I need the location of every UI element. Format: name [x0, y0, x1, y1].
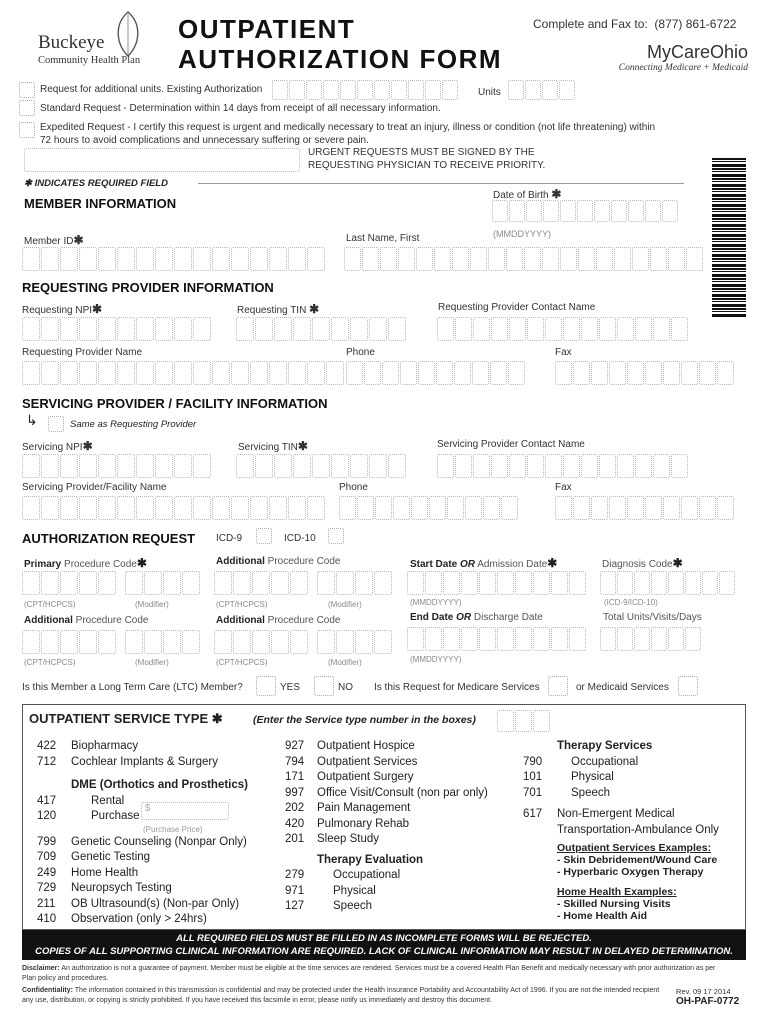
service-item-171: [285, 770, 515, 786]
end-date-label: [410, 612, 543, 623]
service-code: 249: [37, 866, 57, 879]
additional-procedure-label-2: [24, 615, 149, 626]
logo-subtitle: Community Health Plan: [38, 55, 141, 66]
dob-label-text: Date of Birth: [493, 190, 549, 201]
service-code: 712: [37, 755, 57, 768]
service-name: Genetic Testing: [71, 851, 151, 863]
disclaimer-label: Disclaimer:: [22, 965, 60, 972]
servicing-contact-label: Servicing Provider Contact Name: [437, 439, 585, 450]
additional-bold: Additional: [216, 615, 265, 626]
service-item-701: [523, 786, 745, 802]
nem-line2: Transportation-Ambulance Only: [557, 823, 719, 836]
service-type-panel: [22, 704, 746, 930]
cpt-hint-3: (CPT/HCPCS): [24, 658, 76, 667]
mmdd-hint-2: (MMDDYYYY): [410, 655, 462, 664]
physician-signature-field[interactable]: [24, 148, 300, 172]
mycare-brand: MyCareOhio: [646, 42, 748, 62]
required-star-icon: ✱: [92, 302, 103, 316]
service-name: Occupational: [571, 755, 639, 768]
service-name: Outpatient Services: [317, 755, 418, 768]
service-name: Outpatient Surgery: [317, 771, 414, 783]
discharge-text: Discharge Date: [473, 612, 543, 623]
logo-name: Buckeye: [38, 32, 105, 53]
service-item-709: [37, 850, 277, 866]
service-name: OB Ultrasound(s) (Non-par Only): [71, 897, 240, 910]
additional-procedure-label-3: [216, 615, 341, 626]
servicing-tin-field[interactable]: [236, 454, 407, 478]
service-name: Neuropsych Testing: [71, 882, 172, 894]
required-note: [24, 178, 168, 189]
service-name: Outpatient Hospice: [317, 740, 415, 752]
member-heading: MEMBER INFORMATION: [24, 196, 177, 211]
service-code: 799: [37, 835, 57, 848]
additional-rest: Procedure Code: [75, 615, 149, 626]
op-examples-heading: Outpatient Services Examples:: [557, 842, 712, 854]
service-name: Pulmonary Rehab: [317, 817, 410, 830]
primary-code-field[interactable]: [22, 571, 201, 595]
additional-units-checkbox[interactable]: [19, 82, 35, 98]
requesting-tin-label: [237, 302, 319, 316]
service-code: 420: [285, 817, 305, 830]
service-code: 410: [37, 913, 57, 925]
required-star-icon: ✱: [136, 556, 147, 570]
required-star-icon: ✱: [551, 187, 562, 201]
end-date-field[interactable]: [407, 627, 587, 651]
servicing-tin-label: [238, 439, 308, 453]
diagnosis-field[interactable]: [600, 571, 736, 595]
ltc-no-checkbox[interactable]: [314, 676, 334, 696]
existing-auth-field[interactable]: [272, 80, 459, 100]
purchase-price-field[interactable]: [141, 802, 229, 820]
service-item-794: [285, 755, 515, 771]
buckeye-logo: [38, 10, 168, 70]
required-star-icon: ✱: [24, 178, 32, 189]
requesting-contact-label: Requesting Provider Contact Name: [438, 302, 596, 313]
standard-request-checkbox[interactable]: [19, 100, 35, 116]
additional-code-field-2[interactable]: [22, 630, 201, 654]
service-item-997: [285, 786, 515, 802]
required-star-icon: ✱: [73, 233, 84, 247]
total-units-field[interactable]: [600, 627, 702, 651]
or-text: OR: [460, 559, 476, 570]
service-name: Physical: [571, 771, 614, 783]
confidentiality: [22, 986, 662, 1006]
service-item-790: [523, 755, 745, 771]
requesting-npi-label: [22, 302, 102, 316]
service-code: 202: [285, 802, 305, 814]
requesting-contact-field[interactable]: [437, 317, 689, 341]
service-name: Home Health: [71, 866, 139, 879]
purchase-price-hint: (Purchase Price): [143, 824, 203, 834]
dob-hint: (MMDDYYYY): [493, 229, 551, 239]
service-name: Non-Emergent Medical: [557, 808, 675, 820]
service-item-420: [285, 817, 515, 833]
service-item-127: [285, 899, 515, 915]
service-code: 701: [523, 786, 543, 799]
ltc-question: Is this Member a Long Term Care (LTC) Member?: [22, 682, 243, 693]
leaf-icon: [110, 10, 146, 58]
service-type-heading-text: OUTPATIENT SERVICE TYPE: [29, 711, 209, 726]
service-col-2: [285, 739, 515, 915]
service-code: 201: [285, 833, 305, 845]
service-type-heading: [29, 711, 223, 727]
requesting-tin-field[interactable]: [236, 317, 407, 341]
service-code: 422: [37, 740, 57, 752]
service-code: 279: [285, 869, 305, 881]
units-label: Units: [478, 87, 501, 98]
admission-text: Admission Date: [477, 559, 548, 570]
ltc-yes-label: YES: [280, 682, 301, 693]
service-item-971: [285, 884, 515, 900]
ltc-no-label: NO: [338, 682, 353, 693]
additional-units-label: Request for additional units. Existing Authorization: [40, 84, 263, 95]
member-id-label-text: Member ID: [24, 236, 74, 247]
service-item-201: [285, 832, 515, 848]
same-as-label: Same as Requesting Provider: [70, 419, 197, 430]
service-item-729: [37, 881, 277, 897]
dob-field[interactable]: [492, 200, 679, 222]
service-name: Occupational: [333, 869, 401, 881]
servicing-npi-field[interactable]: [22, 454, 212, 478]
additional-rest: Procedure Code: [267, 556, 341, 567]
start-bold: Start Date: [410, 559, 458, 570]
service-col-3: [523, 739, 745, 922]
service-item-422: [37, 739, 277, 755]
service-name: Office Visit/Consult (non par only): [317, 786, 488, 799]
disclaimer-text: An authorization is not a guarantee of payment. Member must be eligible at the time services are rendered. Services must be a covered Health Plan Benefit and medically necessary with prior authorization as per Plan policy and procedures.: [22, 965, 716, 982]
fax-instruction: [533, 17, 736, 31]
dollar-sign: $: [145, 803, 151, 814]
cpt-hint-2: (CPT/HCPCS): [216, 600, 268, 609]
service-item-279: [285, 868, 515, 884]
additional-procedure-label-1: [216, 556, 341, 567]
service-name: Rental: [91, 794, 125, 807]
servicing-name-label: Servicing Provider/Facility Name: [22, 482, 167, 493]
servicing-contact-field[interactable]: [437, 454, 689, 478]
expedited-line2: 72 hours to avoid complications and unnecessary suffering or severe pain.: [40, 135, 369, 146]
service-code: 617: [523, 808, 543, 820]
additional-code-field-3[interactable]: [214, 630, 393, 654]
service-code: 927: [285, 740, 305, 752]
icd10-label: ICD-10: [284, 533, 316, 544]
service-name: Speech: [571, 786, 611, 799]
service-code: 101: [523, 771, 543, 783]
therapy-heading: Therapy Services: [557, 740, 653, 752]
service-item-249: [37, 866, 277, 882]
medicare-checkbox[interactable]: [548, 676, 568, 696]
required-star-icon: ✱: [547, 556, 558, 570]
service-item-101: [523, 770, 745, 786]
servicing-fax-label: Fax: [555, 482, 572, 493]
fax-number: (877) 861-6722: [654, 17, 737, 31]
confidentiality-text: The information contained in this transmission is confidential and may be protected under the Health Insurance Portability and Accountability Act of 1996. If you are not the intended recipient any use, distribution, or copying is strictly prohibited. If you have received this facsimile in error, please notify us immediately and destroy this document.: [22, 987, 660, 1004]
cpt-hint-4: (CPT/HCPCS): [216, 658, 268, 667]
service-name: Sleep Study: [317, 833, 380, 845]
urgent-line1: URGENT REQUESTS MUST BE SIGNED BY THE: [308, 147, 535, 158]
service-code: 794: [285, 755, 305, 768]
dme-heading: DME (Orthotics and Prosthetics): [71, 779, 248, 791]
service-name: Biopharmacy: [71, 740, 139, 752]
service-code: 127: [285, 900, 305, 912]
primary-bold: Primary: [24, 559, 62, 570]
service-code: 997: [285, 786, 305, 799]
warning-banner: [22, 930, 746, 960]
diagnosis-text: Diagnosis Code: [602, 559, 673, 570]
barcode: [712, 158, 746, 318]
required-star-icon: ✱: [297, 439, 308, 453]
required-star-icon: ✱: [82, 439, 93, 453]
divider: [198, 183, 684, 184]
standard-request-label: Standard Request - Determination within 14 days from receipt of all necessary information.: [40, 103, 441, 114]
urgent-line2: REQUESTING PHYSICIAN TO RECEIVE PRIORITY.: [308, 160, 546, 171]
service-name: Pain Management: [317, 802, 411, 814]
hh-example-2: - Home Health Aid: [557, 910, 648, 922]
servicing-tin-label-text: Servicing TIN: [238, 442, 298, 453]
banner-line2: COPIES OF ALL SUPPORTING CLINICAL INFORMATION ARE REQUIRED. LACK OF CLINICAL INFORMATION MAY RESULT IN DELAYED DETERMINATION.: [35, 946, 733, 957]
medicare-question: Is this Request for Medicare Services: [374, 682, 540, 693]
servicing-phone-field[interactable]: [339, 496, 519, 520]
service-item-799: [37, 835, 277, 851]
required-star-icon: ✱: [309, 302, 320, 316]
op-example-1: - Skin Debridement/Wound Care: [557, 854, 718, 866]
mycare-tagline: Connecting Medicare + Medicaid: [618, 63, 748, 73]
last-first-field[interactable]: [344, 247, 704, 271]
requesting-npi-field[interactable]: [22, 317, 212, 341]
requesting-heading: REQUESTING PROVIDER INFORMATION: [22, 280, 274, 295]
authorization-heading: AUTHORIZATION REQUEST: [22, 531, 196, 546]
service-name: Genetic Counseling (Nonpar Only): [71, 835, 247, 848]
service-item-617: [523, 807, 745, 823]
service-name: Purchase: [91, 810, 140, 822]
medicaid-label: or Medicaid Services: [576, 682, 669, 693]
service-item-202: [285, 801, 515, 817]
service-col-1: [37, 739, 277, 928]
member-id-field[interactable]: [22, 247, 326, 271]
requesting-phone-field[interactable]: [346, 361, 526, 385]
service-code: 417: [37, 794, 57, 807]
service-code: 790: [523, 755, 543, 768]
modifier-hint-4: (Modifier): [328, 658, 362, 667]
service-code: 729: [37, 882, 57, 894]
banner-line1: ALL REQUIRED FIELDS MUST BE FILLED IN AS INCOMPLETE FORMS WILL BE REJECTED.: [176, 933, 592, 944]
mycareohio-logo: [598, 42, 748, 73]
cpt-hint-1: (CPT/HCPCS): [24, 600, 76, 609]
hh-example-1: - Skilled Nursing Visits: [557, 898, 671, 910]
requesting-npi-label-text: Requesting NPI: [22, 305, 93, 316]
service-name: Speech: [333, 900, 373, 912]
total-units-label: Total Units/Visits/Days: [603, 612, 702, 623]
additional-bold: Additional: [216, 556, 265, 567]
required-note-text: INDICATES REQUIRED FIELD: [34, 178, 168, 189]
service-item-211: [37, 897, 277, 913]
modifier-hint-2: (Modifier): [328, 600, 362, 609]
icd9-checkbox[interactable]: [256, 528, 272, 544]
fax-text: Complete and Fax to:: [533, 17, 648, 31]
additional-bold: Additional: [24, 615, 73, 626]
additional-rest: Procedure Code: [267, 615, 341, 626]
same-as-requesting-checkbox[interactable]: [48, 416, 64, 432]
service-name: Cochlear Implants & Surgery: [71, 755, 219, 768]
primary-procedure-label: [24, 556, 147, 570]
end-bold: End Date: [410, 612, 454, 623]
service-type-boxes[interactable]: [497, 710, 551, 732]
additional-code-field-1[interactable]: [214, 571, 393, 595]
mmdd-hint-1: (MMDDYYYY): [410, 598, 462, 607]
requesting-fax-label: Fax: [555, 347, 572, 358]
confidentiality-label: Confidentiality:: [22, 987, 73, 994]
requesting-tin-label-text: Requesting TIN: [237, 305, 307, 316]
revision: Rev. 09 17 2014: [676, 987, 731, 996]
dob-label: [493, 187, 561, 201]
service-code: 171: [285, 771, 305, 783]
modifier-hint-1: (Modifier): [135, 600, 169, 609]
service-name: Physical: [333, 884, 376, 897]
requesting-phone-label: Phone: [346, 347, 375, 358]
member-id-label: [24, 233, 84, 247]
service-item-712: [37, 755, 277, 771]
disclaimer: [22, 964, 722, 984]
start-date-field[interactable]: [407, 571, 587, 595]
service-code: 120: [37, 810, 57, 822]
service-code: 709: [37, 851, 57, 863]
ltc-yes-checkbox[interactable]: [256, 676, 276, 696]
servicing-npi-label-text: Servicing NPI: [22, 442, 83, 453]
servicing-name-field[interactable]: [22, 496, 326, 520]
medicaid-checkbox[interactable]: [678, 676, 698, 696]
service-code: 971: [285, 884, 305, 897]
form-title-line1: OUTPATIENT: [178, 14, 356, 44]
icd10-checkbox[interactable]: [328, 528, 344, 544]
arrow-icon: ↳: [26, 412, 38, 428]
expedited-line1: Expedited Request - I certify this request is urgent and medically necessary to treat an injury, illness or condition (not life threatening) within: [40, 122, 656, 133]
units-field[interactable]: [508, 80, 576, 100]
required-star-icon: ✱: [672, 556, 683, 570]
service-item-410: [37, 912, 277, 928]
start-date-label: [410, 556, 557, 570]
requesting-fax-field[interactable]: [555, 361, 735, 385]
expedited-request-checkbox[interactable]: [19, 122, 35, 138]
requesting-name-label: Requesting Provider Name: [22, 347, 143, 358]
form-title-line2: AUTHORIZATION FORM: [178, 44, 503, 74]
last-first-label: Last Name, First: [346, 233, 420, 244]
service-type-instruction: (Enter the Service type number in the boxes): [253, 714, 476, 726]
required-star-icon: ✱: [211, 711, 223, 726]
icd-hint: (ICD-9/ICD-10): [604, 598, 658, 607]
hh-examples-heading: Home Health Examples:: [557, 886, 677, 898]
or-text: OR: [456, 612, 472, 623]
servicing-npi-label: [22, 439, 93, 453]
service-code: 211: [37, 897, 56, 910]
requesting-name-field[interactable]: [22, 361, 345, 385]
diagnosis-label: [602, 556, 683, 570]
modifier-hint-3: (Modifier): [135, 658, 169, 667]
form-id: OH-PAF-0772: [676, 996, 740, 1007]
service-name: Observation (only > 24hrs): [71, 913, 207, 925]
servicing-phone-label: Phone: [339, 482, 368, 493]
icd9-label: ICD-9: [216, 533, 243, 544]
servicing-fax-field[interactable]: [555, 496, 735, 520]
servicing-heading: SERVICING PROVIDER / FACILITY INFORMATION: [22, 396, 328, 411]
service-item-927: [285, 739, 515, 755]
primary-rest: Procedure Code: [64, 559, 137, 570]
therapy-eval-heading: Therapy Evaluation: [317, 853, 424, 866]
op-example-2: - Hyperbaric Oxygen Therapy: [557, 866, 704, 878]
